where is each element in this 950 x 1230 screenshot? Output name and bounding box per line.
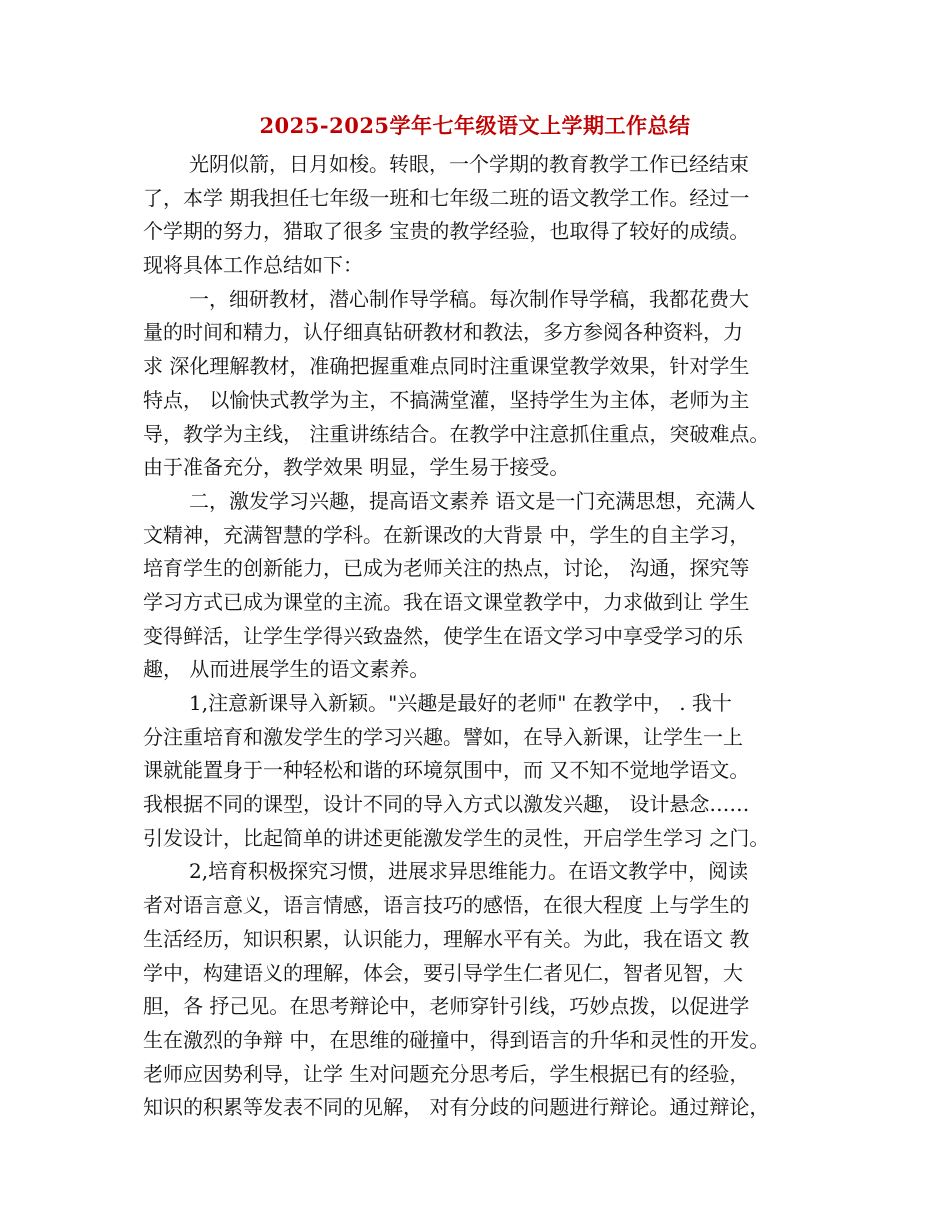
paragraph-point-two	[143, 855, 823, 1125]
text-line: 老师应因势利导，让学 生对问题充分思考后，学生根据已有的经验，	[143, 1061, 750, 1086]
text-line: 2,培育积极探究习惯，进展求异思维能力。在语文教学中，阅读	[189, 859, 749, 884]
text-line: 引发设计，比起简单的讲述更能激发学生的灵性，开启学生学习 之门。	[143, 825, 770, 850]
text-line: 文精神，充满智慧的学科。在新课改的大背景 中，学生的自主学习，	[143, 522, 750, 547]
text-line: 培育学生的创新能力，已成为老师关注的热点，讨论， 沟通，探究等	[143, 556, 750, 581]
paragraph-point-one	[143, 687, 823, 855]
text-line: 学中，构建语义的理解，体会，要引导学生仁者见仁，智者见智，大	[143, 960, 743, 985]
text-line: 学习方式已成为课堂的主流。我在语文课堂教学中，力求做到让 学生	[143, 589, 750, 614]
text-line: 趣， 从而进展学生的语文素养。	[143, 657, 430, 682]
text-line: 胆，各 抒己见。在思考辩论中，老师穿针引线，巧妙点拨，以促进学	[143, 994, 750, 1019]
text-line: 二，激发学习兴趣，提高语文素养 语文是一门充满思想，充满人	[189, 488, 756, 513]
text-line: 一，细研教材，潜心制作导学稿。每次制作导学稿，我都花费大	[189, 286, 749, 311]
text-line: 量的时间和精力，认仔细真钻研教材和教法，多方参阅各种资料，力	[143, 320, 743, 345]
document-title: 2025-2025学年七年级语文上学期工作总结	[259, 113, 691, 138]
text-line: 了，本学 期我担任七年级一班和七年级二班的语文教学工作。经过一	[143, 185, 750, 210]
text-line: 光阴似箭，日月如梭。转眼，一个学期的教育教学工作已经结束	[189, 152, 749, 176]
paragraph-section-two	[143, 485, 823, 687]
text-line: 我根据不同的课型，设计不同的导入方式以激发兴趣， 设计悬念……	[143, 792, 750, 817]
text-line: 个学期的努力，猎取了很多 宝贵的教学经验，也取得了较好的成绩。	[143, 219, 750, 244]
text-line: 生在激烈的争辩 中，在思维的碰撞中，得到语言的升华和灵性的开发。	[143, 1027, 770, 1052]
text-line: 者对语言意义，语言情感，语言技巧的感悟，在很大程度 上与学生的	[143, 893, 750, 918]
text-line: 求 深化理解教材，准确把握重难点同时注重课堂教学效果，针对学生	[143, 354, 750, 379]
text-line: 变得鲜活，让学生学得兴致盎然，使学生在语文学习中享受学习的乐	[143, 623, 743, 648]
document-body	[143, 148, 823, 1125]
paragraph-section-one	[143, 283, 823, 485]
text-line: 1,注意新课导入新颖。"兴趣是最好的老师" 在教学中， . 我十	[189, 691, 732, 715]
text-line: 导，教学为主线， 注重讲练结合。在教学中注意抓住重点，突破难点。	[143, 421, 770, 446]
text-line: 知识的积累等发表不同的见解， 对有分歧的问题进行辩论。通过辩论，	[143, 1095, 770, 1120]
text-line: 课就能置身于一种轻松和谐的环境氛围中，而 又不知不觉地学语文。	[143, 758, 750, 783]
text-line: 由于准备充分，教学效果 明显，学生易于接受。	[143, 455, 570, 480]
text-line: 分注重培育和激发学生的学习兴趣。譬如，在导入新课，让学生一上	[143, 724, 743, 749]
paragraph-intro	[143, 148, 823, 283]
text-line: 现将具体工作总结如下：	[143, 253, 363, 278]
text-line: 生活经历，知识积累，认识能力，理解水平有关。为此，我在语文 教	[143, 926, 750, 951]
text-line: 特点， 以愉快式教学为主，不搞满堂灌，坚持学生为主体，老师为主	[143, 387, 750, 412]
